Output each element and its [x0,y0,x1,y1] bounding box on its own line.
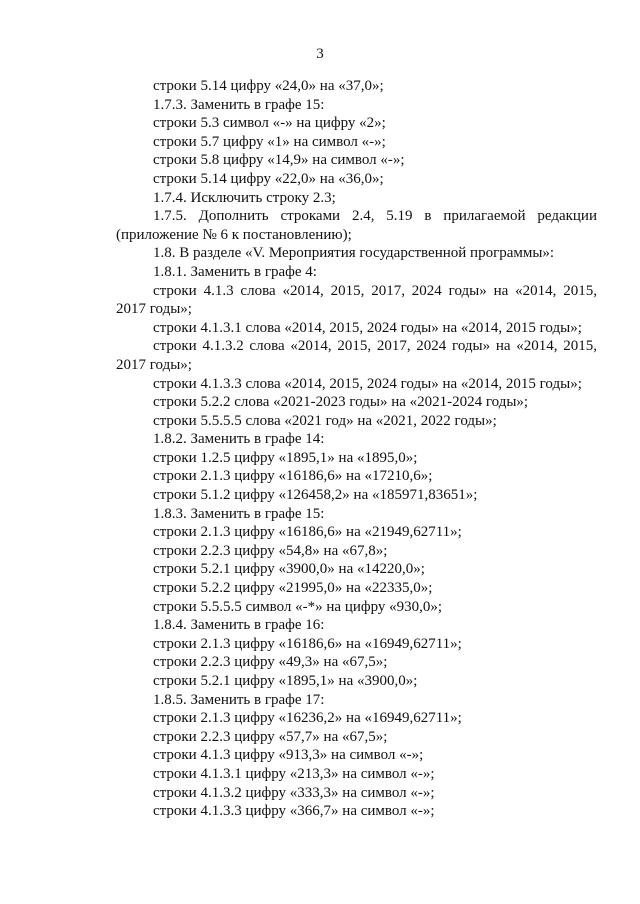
paragraph: 1.8.1. Заменить в графе 4: [153,263,317,280]
paragraph: 1.8.2. Заменить в графе 14: [153,431,325,448]
paragraph: строки 4.1.3 слова «2014, 2015, 2017, 2024 годы» на «2014, 2015, 2017 годы»; [116,282,597,318]
paragraph: строки 4.1.3.2 цифру «333,3» на символ «-»; [153,784,435,801]
paragraph: 1.7.5. Дополнить строками 2.4, 5.19 в прилагаемой редакции (приложение № 6 к постановлению); [116,208,597,243]
paragraph: строки 5.2.1 цифру «1895,1» на «3900,0»; [153,673,418,689]
paragraph: строки 5.1.2 цифру «126458,2» на «185971,83651»; [153,487,478,504]
paragraph: 1.8.4. Заменить в графе 16: [153,617,325,634]
paragraph: строки 4.1.3.1 слова «2014, 2015, 2024 годы» на «2014, 2015 годы»; [153,319,582,336]
page-number: 3 [316,46,324,62]
paragraph: строки 4.1.3.3 цифру «366,7» на символ «-»; [153,803,435,820]
paragraph: строки 2.2.3 цифру «49,3» на «67,5»; [153,654,388,671]
paragraph: строки 4.1.3.3 слова «2014, 2015, 2024 годы» на «2014, 2015 годы»; [153,375,582,392]
paragraph: строки 2.1.3 цифру «16186,6» на «16949,62711»; [153,635,462,652]
paragraph: 1.7.3. Заменить в графе 15: [153,96,325,113]
paragraph: строки 5.3 символ «-» на цифру «2»; [153,115,386,132]
paragraph: строки 5.5.5.5 символ «-*» на цифру «930,0»; [153,598,443,615]
paragraph: 1.8.3. Заменить в графе 15: [153,505,325,522]
paragraph: строки 4.1.3 цифру «913,3» на символ «-»; [153,747,424,764]
paragraph: 1.8. В разделе «V. Мероприятия государственной программы»: [153,245,555,262]
paragraph: строки 1.2.5 цифру «1895,1» на «1895,0»; [153,449,418,466]
paragraph: строки 5.14 цифру «24,0» на «37,0»; [153,78,384,94]
paragraph: строки 5.14 цифру «22,0» на «36,0»; [153,170,384,187]
paragraph: строки 2.1.3 цифру «16186,6» на «21949,62711»; [153,524,462,541]
paragraph: строки 2.1.3 цифру «16236,2» на «16949,62711»; [153,710,462,727]
paragraph: строки 5.5.5.5 слова «2021 год» на «2021, 2022 годы»; [153,412,497,429]
paragraph: строки 5.8 цифру «14,9» на символ «-»; [153,152,405,169]
paragraph: строки 2.2.3 цифру «57,7» на «67,5»; [153,728,388,745]
paragraph: строки 2.2.3 цифру «54,8» на «67,8»; [153,542,388,559]
paragraph: строки 2.1.3 цифру «16186,6» на «17210,6»; [153,468,433,485]
paragraph: строки 5.2.1 цифру «3900,0» на «14220,0»; [153,561,425,578]
paragraph: строки 5.7 цифру «1» на символ «-»; [153,133,386,150]
paragraph: строки 5.2.2 слова «2021-2023 годы» на «2021-2024 годы»; [153,394,529,411]
paragraph: 1.8.5. Заменить в графе 17: [153,691,325,708]
document-body [116,77,597,821]
paragraph: 1.7.4. Исключить строку 2.3; [153,189,336,206]
paragraph: строки 5.2.2 цифру «21995,0» на «22335,0»; [153,580,433,597]
paragraph: строки 4.1.3.1 цифру «213,3» на символ «-»; [153,765,435,782]
paragraph: строки 4.1.3.2 слова «2014, 2015, 2017, 2024 годы» на «2014, 2015, 2017 годы»; [116,338,597,373]
